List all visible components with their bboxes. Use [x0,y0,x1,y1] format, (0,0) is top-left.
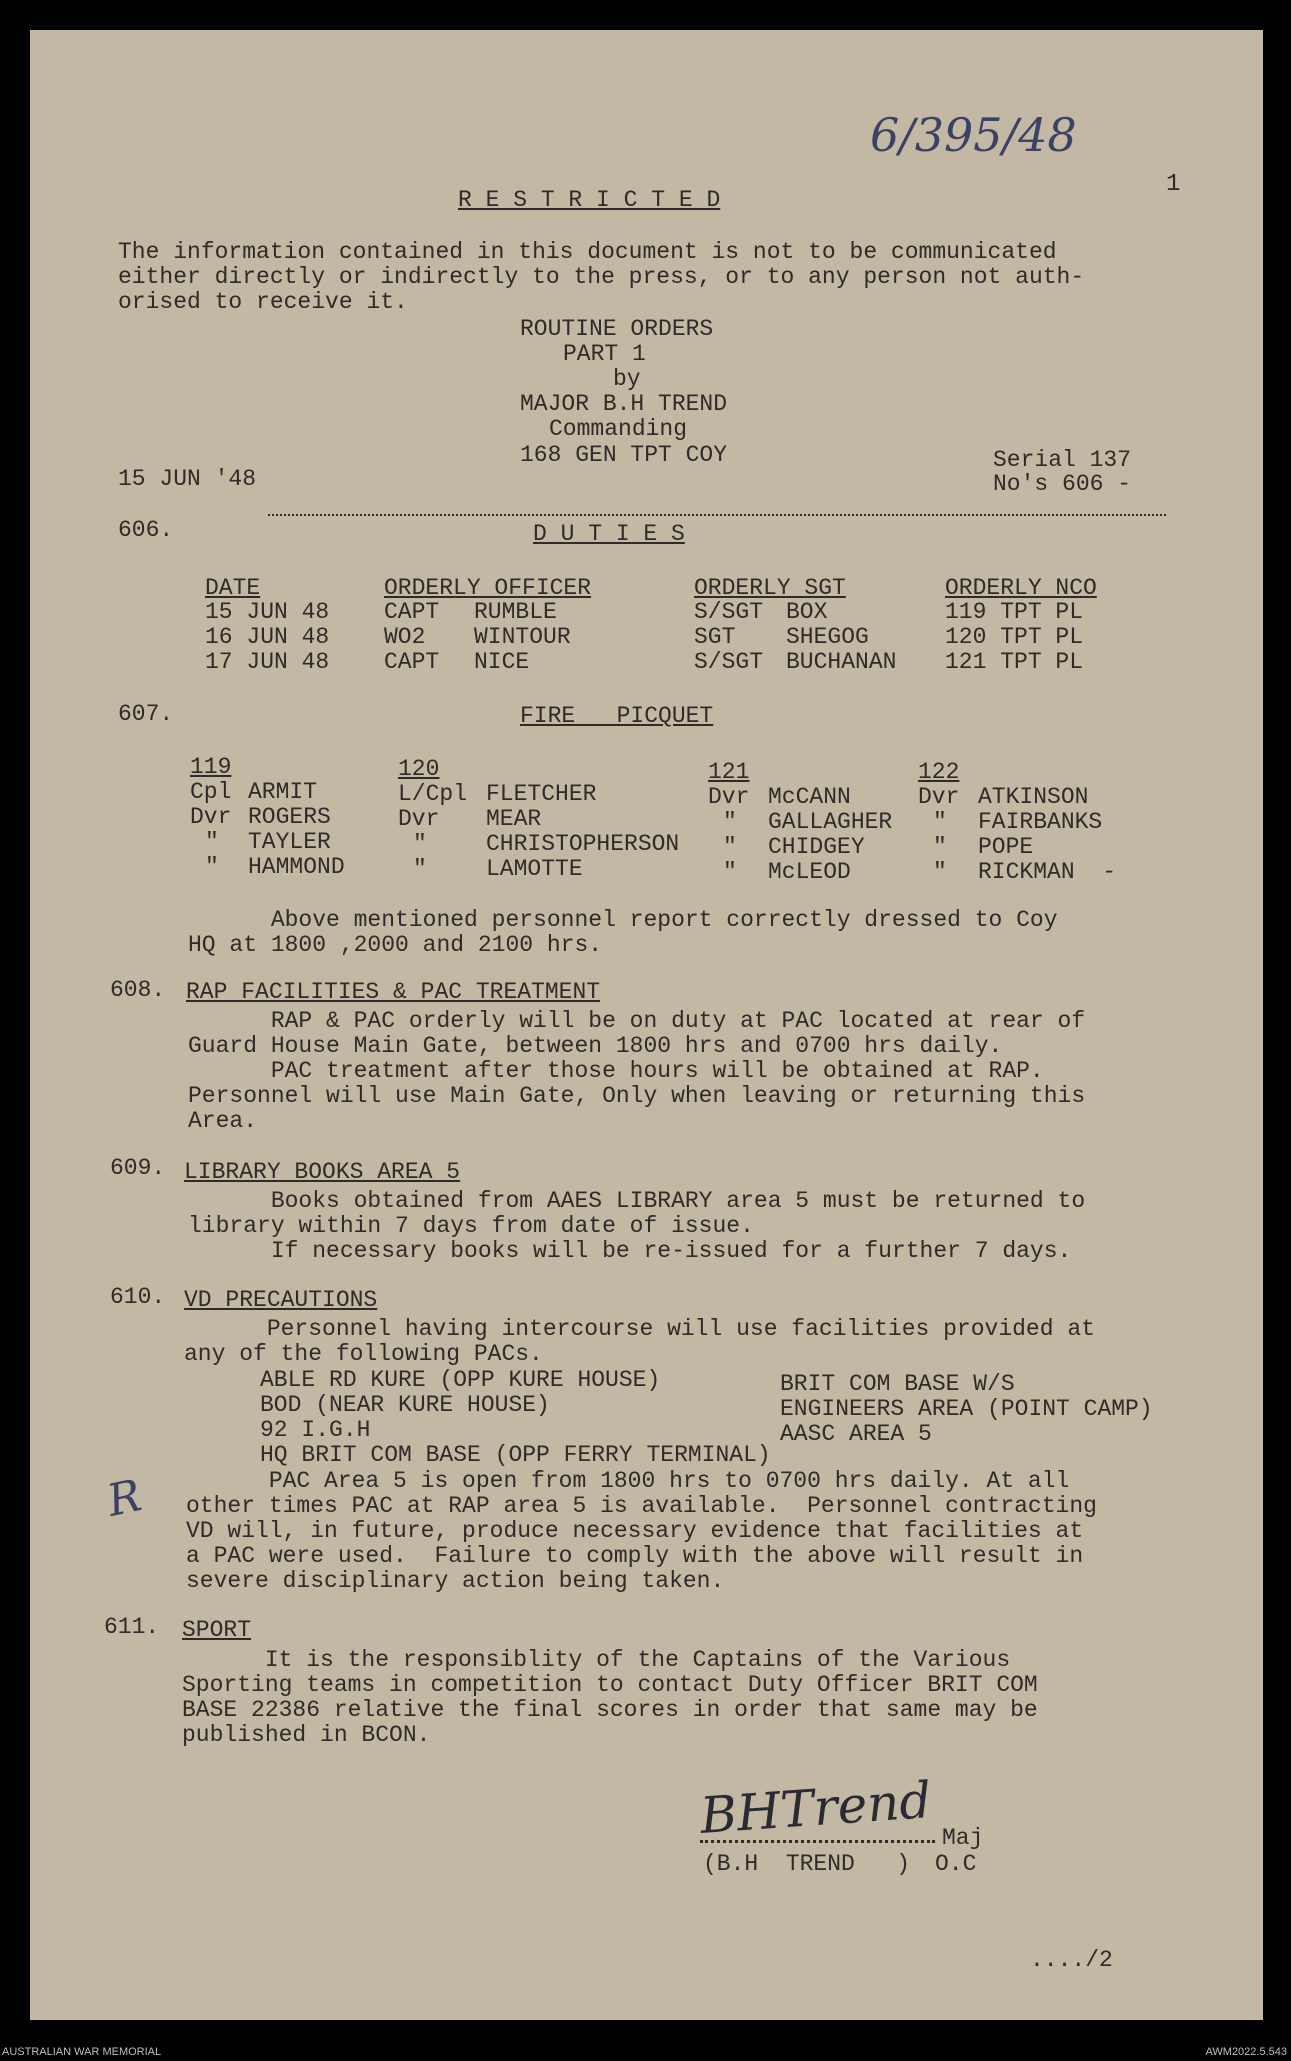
picquet-note: Above mentioned personnel report correctly dressed to Coy [188,907,1058,933]
ditto-mark: " [205,829,219,855]
rank: Dvr [398,806,440,832]
surname: FLETCHER [486,781,597,807]
surname: McCANN [768,784,851,810]
paragraph-line: Guard House Main Gate, between 1800 hrs and 0700 hrs daily. [188,1033,1003,1059]
paragraph-line: VD will, in future, produce necessary evidence that facilities at [186,1518,1084,1544]
duty-date: 16 JUN 48 [205,624,330,650]
section-title: FIRE PICQUET [520,703,714,729]
notice-line: either directly or indirectly to the press, or to any person not auth- [118,264,1085,290]
surname: TAYLER [248,829,331,855]
paragraph-line: RAP & PAC orderly will be on duty at PAC located at rear of [188,1008,1086,1034]
paragraph-line: It is the responsiblity of the Captains of the Various [182,1647,1011,1673]
ditto-mark: " [413,831,427,857]
section-title: VD PRECAUTIONS [184,1287,378,1313]
picquet-note: HQ at 1800 ,2000 and 2100 hrs. [188,932,603,958]
pac-location: 92 I.G.H [260,1417,371,1443]
paragraph-line: Books obtained from AAES LIBRARY area 5 must be returned to [188,1188,1086,1214]
orders-by: by [613,366,641,392]
surname: CHIDGEY [768,834,865,860]
surname: GALLAGHER [768,809,893,835]
unit-name: 168 GEN TPT COY [520,442,728,468]
paragraph-line: Personnel will use Main Gate, Only when leaving or returning this [188,1083,1086,1109]
ditto-mark: " [933,809,947,835]
separator-line [268,514,1166,516]
surname: HAMMOND [248,854,345,880]
section-number: 611. [104,1614,160,1640]
paragraph-line: published in BCON. [182,1722,431,1748]
paragraph-line: other times PAC at RAP area 5 is available. Personnel contracting [186,1493,1097,1519]
restricted-heading: R E S T R I C T E D [458,187,721,213]
officer-rank: WO2 [384,624,426,650]
section-title: SPORT [182,1617,252,1643]
column-header: ORDERLY SGT [694,575,846,601]
sgt-rank: S/SGT [694,649,764,675]
section-number: 608. [110,977,166,1003]
paragraph-line: severe disciplinary action being taken. [186,1568,725,1594]
ditto-mark: " [413,856,427,882]
orders-part: PART 1 [563,341,646,367]
section-title: RAP FACILITIES & PAC TREATMENT [186,979,601,1005]
column-header: ORDERLY NCO [945,575,1097,601]
ditto-mark: " [723,834,737,860]
ditto-mark: " [723,859,737,885]
ditto-mark: " [205,854,219,880]
surname: ARMIT [248,779,318,805]
signatory-name: (B.H TREND ) [703,1851,911,1877]
paragraph-line: BASE 22386 relative the final scores in order that same may be [182,1697,1038,1723]
pac-location: BOD (NEAR KURE HOUSE) [260,1392,550,1418]
file-reference: 6/395/48 [870,108,1077,162]
officer-name: WINTOUR [474,624,571,650]
notice-line: orised to receive it. [118,289,408,315]
margin-handwritten-mark: R [102,1470,146,1527]
signatory-role: O.C [935,1851,977,1877]
surname: LAMOTTE [486,856,583,882]
pac-location: HQ BRIT COM BASE (OPP FERRY TERMINAL) [260,1442,771,1468]
order-date: 15 JUN '48 [118,466,257,492]
orders-title: ROUTINE ORDERS [520,316,714,342]
section-number: 606. [118,517,174,543]
continuation-marker: ..../2 [1030,1947,1113,1973]
sgt-name: BUCHANAN [786,649,897,675]
notice-line: The information contained in this document is not to be communicated [118,239,1057,265]
paragraph-line: If necessary books will be re-issued for a further 7 days. [188,1238,1072,1264]
column-header: ORDERLY OFFICER [384,575,592,601]
rank: Dvr [918,784,960,810]
paragraph-line: any of the following PACs. [184,1341,543,1367]
column-header: DATE [205,575,261,601]
section-title: LIBRARY BOOKS AREA 5 [184,1159,461,1185]
platoon-number: 119 [190,754,232,780]
paragraph-line: PAC treatment after those hours will be obtained at RAP. [188,1058,1044,1084]
ditto-mark: " [723,809,737,835]
rank: Cpl [190,779,232,805]
surname: CHRISTOPHERSON [486,831,680,857]
nco-platoon: 119 TPT PL [945,599,1084,625]
paragraph-line: library within 7 days from date of issue. [188,1213,754,1239]
surname: RICKMAN - [978,859,1117,885]
pac-location: BRIT COM BASE W/S [780,1371,1015,1397]
surname: ATKINSON [978,784,1089,810]
section-number: 610. [110,1284,166,1310]
pac-location: ENGINEERS AREA (POINT CAMP) [780,1396,1153,1422]
officer-name: NICE [474,649,530,675]
section-title: D U T I E S [533,521,685,547]
duty-date: 15 JUN 48 [205,599,330,625]
surname: ROGERS [248,804,331,830]
signatory-rank: Maj [942,1825,984,1851]
surname: McLEOD [768,859,851,885]
nco-platoon: 121 TPT PL [945,649,1084,675]
platoon-number: 121 [708,759,750,785]
serial-number: Serial 137 [993,447,1132,473]
rank: L/Cpl [398,781,468,807]
commanding-officer: MAJOR B.H TREND [520,391,728,417]
ditto-mark: " [933,859,947,885]
pac-location: AASC AREA 5 [780,1421,932,1447]
ditto-mark: " [933,834,947,860]
sgt-name: BOX [786,599,828,625]
surname: MEAR [486,806,542,832]
paragraph-line: Sporting teams in competition to contact Duty Officer BRIT COM [182,1672,1038,1698]
rank: Dvr [190,804,232,830]
platoon-number: 122 [918,759,960,785]
signature-dotted-line [700,1840,935,1843]
paragraph-line: Area. [188,1108,258,1134]
sgt-rank: SGT [694,624,736,650]
footer-accession-number: AWM2022.5.543 [1205,2046,1287,2058]
sgt-name: SHEGOG [786,624,869,650]
rank: Dvr [708,784,750,810]
officer-rank: CAPT [384,649,440,675]
platoon-number: 120 [398,756,440,782]
paragraph-line: Personnel having intercourse will use facilities provided at [184,1316,1095,1342]
page-mark: 1 [1166,171,1181,198]
section-number: 607. [118,701,174,727]
sgt-rank: S/SGT [694,599,764,625]
paragraph-line: a PAC were used. Failure to comply with the above will result in [186,1543,1084,1569]
nco-platoon: 120 TPT PL [945,624,1084,650]
surname: FAIRBANKS [978,809,1103,835]
order-numbers: No's 606 - [993,471,1132,497]
signature: BHTrend [698,1770,934,1846]
officer-rank: CAPT [384,599,440,625]
footer-institution: AUSTRALIAN WAR MEMORIAL [2,2046,162,2058]
surname: POPE [978,834,1034,860]
pac-location: ABLE RD KURE (OPP KURE HOUSE) [260,1367,661,1393]
duty-date: 17 JUN 48 [205,649,330,675]
commanding-label: Commanding [549,416,688,442]
section-number: 609. [110,1155,166,1181]
paragraph-line: PAC Area 5 is open from 1800 hrs to 0700 hrs daily. At all [186,1468,1070,1494]
officer-name: RUMBLE [474,599,557,625]
